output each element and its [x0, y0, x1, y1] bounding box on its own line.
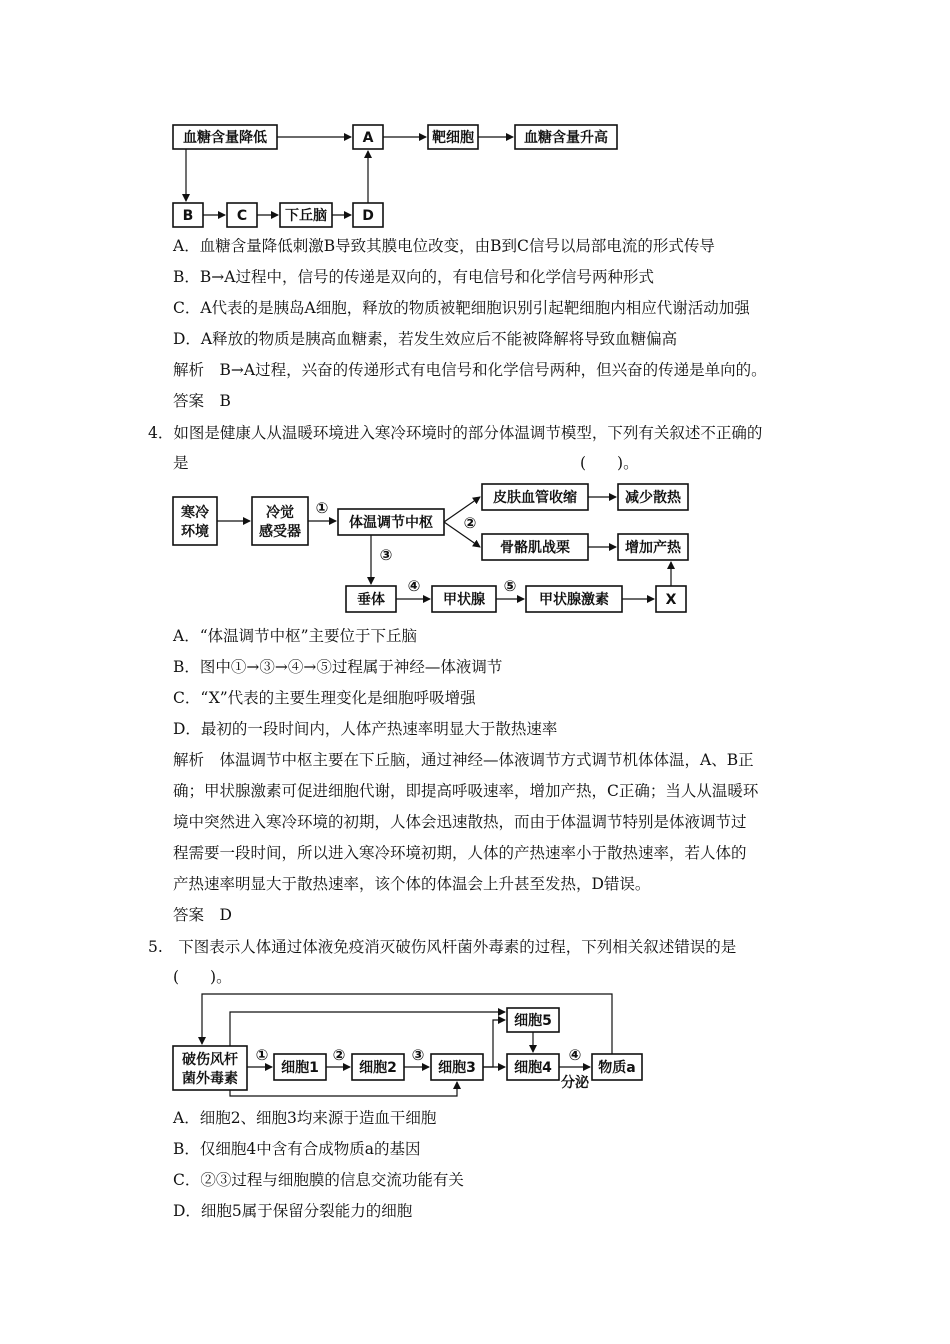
q5-step-4: ④: [568, 1046, 582, 1064]
label-secrete: 分泌: [561, 1075, 589, 1091]
label-toxin-1: 破伤风杆: [182, 1052, 238, 1068]
label-cold-receptor-1: 冷觉: [266, 505, 294, 521]
step-4: ④: [407, 577, 421, 595]
q4-analysis-line2: 确；甲状腺激素可促进细胞代谢，即提高呼吸速率，增加产热，C正确；当人从温暖环: [173, 782, 759, 800]
q5-stem-line1: 5. 下图表示人体通过体液免疫消灭破伤风杆菌外毒素的过程，下列相关叙述错误的是: [148, 938, 737, 956]
label-a: A: [362, 130, 374, 146]
q5-option-b: B．仅细胞4中含有合成物质a的基因: [173, 1140, 421, 1158]
label-cold-receptor-2: 感受器: [259, 524, 301, 540]
label-c: C: [236, 208, 248, 224]
label-increase-heat: 增加产热: [625, 540, 681, 556]
label-target-cell: 靶细胞: [432, 130, 474, 146]
label-thermo-center: 体温调节中枢: [349, 515, 433, 531]
label-toxin-2: 菌外毒素: [182, 1071, 238, 1087]
q4-option-a: A．“体温调节中枢”主要位于下丘脑: [173, 627, 418, 645]
label-blood-high: 血糖含量升高: [524, 130, 608, 146]
arrow-toxin-to-cell3: [230, 1082, 457, 1096]
label-cell-2: 细胞2: [359, 1060, 397, 1076]
q4-stem-line1: 4．如图是健康人从温暖环境进入寒冷环境时的部分体温调节模型，下列有关叙述不正确的: [148, 424, 763, 442]
q3-option-b: B．B→A过程中，信号的传递是双向的，有电信号和化学信号两种形式: [173, 268, 654, 286]
q5-option-c: C．②③过程与细胞膜的信息交流功能有关: [173, 1171, 464, 1189]
q4-analysis-line3: 境中突然进入寒冷环境的初期，人体会迅速散热，而由于体温调节特别是体液调节过: [173, 813, 747, 831]
label-cell-1: 细胞1: [281, 1060, 319, 1076]
label-shiver: 骨骼肌战栗: [500, 540, 570, 556]
q4-option-d: D．最初的一段时间内，人体产热速率明显大于散热速率: [173, 720, 558, 738]
arrow-toxin-to-cell5: [230, 1012, 505, 1046]
label-blood-low: 血糖含量降低: [183, 130, 267, 146]
q3-option-a: A．血糖含量降低刺激B导致其膜电位改变，由B到C信号以局部电流的形式传导: [173, 237, 715, 255]
label-pituitary: 垂体: [357, 592, 385, 608]
label-d: D: [362, 208, 374, 224]
q4-option-b: B．图中①→③→④→⑤过程属于神经—体液调节: [173, 658, 503, 676]
q4-analysis-line5: 产热速率明显大于散热速率，该个体的体温会上升甚至发热，D错误。: [173, 875, 651, 893]
q5-step-1: ①: [255, 1046, 269, 1064]
label-cold-env-2: 环境: [181, 524, 209, 540]
label-reduce-heat: 减少散热: [625, 490, 681, 506]
label-cell-3: 细胞3: [438, 1060, 476, 1076]
label-thyroxine: 甲状腺激素: [539, 592, 609, 608]
q4-analysis-line4: 程需要一段时间，所以进入寒冷环境初期，人体的产热速率小于散热速率，若人体的: [173, 844, 747, 862]
q4-stem-line2: 是: [173, 454, 189, 472]
label-skin-vessel: 皮肤血管收缩: [493, 490, 577, 506]
label-substance-a: 物质a: [598, 1060, 636, 1076]
q5-step-2: ②: [332, 1046, 346, 1064]
q4-answer: 答案 D: [173, 906, 232, 924]
q3-option-d: D．A释放的物质是胰高血糖素，若发生效应后不能被降解将导致血糖偏高: [173, 330, 678, 348]
arrow-cell3-to-cell5: [483, 1020, 505, 1067]
q5-option-d: D．细胞5属于保留分裂能力的细胞: [173, 1202, 413, 1220]
step-5: ⑤: [503, 577, 517, 595]
label-cell-5: 细胞5: [514, 1013, 552, 1029]
label-cold-env-1: 寒冷: [181, 505, 209, 521]
q5-option-a: A．细胞2、细胞3均来源于造血干细胞: [173, 1109, 437, 1127]
q4-answer-paren: ( )。: [580, 454, 639, 472]
q4-option-c: C．“X”代表的主要生理变化是细胞呼吸增强: [173, 689, 476, 707]
step-2: ②: [463, 514, 477, 532]
q5-stem-line2: ( )。: [173, 968, 232, 986]
label-x: X: [665, 592, 677, 608]
q5-step-3: ③: [411, 1046, 425, 1064]
q3-answer: 答案 B: [173, 392, 231, 410]
q3-option-c: C．A代表的是胰岛A细胞，释放的物质被靶细胞识别引起靶细胞内相应代谢活动加强: [173, 299, 750, 317]
step-3: ③: [379, 546, 393, 564]
label-thyroid: 甲状腺: [443, 592, 485, 608]
q4-analysis-line1: 解析 体温调节中枢主要在下丘脑，通过神经—体液调节方式调节机体体温，A、B正: [173, 751, 754, 769]
step-1: ①: [315, 499, 329, 517]
q3-analysis: 解析 B→A过程，兴奋的传递形式有电信号和化学信号两种，但兴奋的传递是单向的。: [173, 361, 767, 379]
label-b: B: [182, 208, 194, 224]
label-hypothalamus: 下丘脑: [285, 208, 327, 224]
label-cell-4: 细胞4: [514, 1060, 552, 1076]
